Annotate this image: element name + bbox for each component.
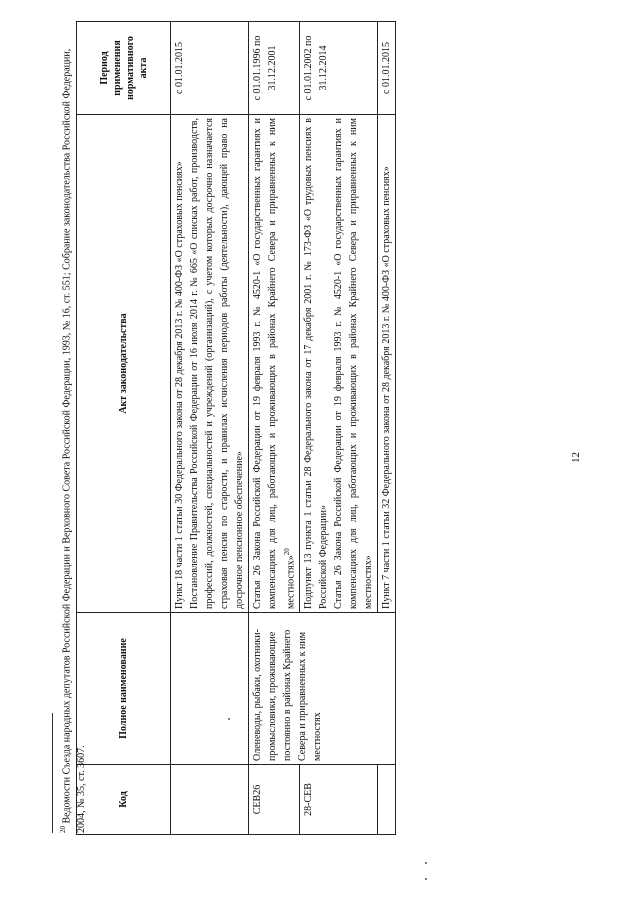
- footnote-mark: 20: [283, 548, 291, 556]
- row-code: [378, 765, 396, 835]
- act-text: Пункт 18 части 1 статьи 30 Федерального закона от 28 декабря 2013 г. № 400-ФЗ «О страховых пенсиях»: [174, 161, 185, 609]
- row-period: с 01.01.2015: [378, 22, 396, 115]
- footnote: [56, 43, 89, 833]
- act-text: Постановление Правительства Российской Федерации от 16 июля 2014 г. № 665 «О списках работ, производств, профессий, должностей, специальностей и учреждений (организаций), с учетом которых досрочно назначается страховая пенсия по старости, и правилах исчисления периодов работы (деятельности), дающей право на досрочное пенсионное обеспечение»: [189, 118, 245, 609]
- act-text-body: Статья 26 Закона Российской Федерации от 19 февраля 1993 г. № 4520-1 «О государственных гарантиях и компенсациях для лиц, работающих и проживающих в районах Крайнего Севера и приравненных к ним местностях»: [252, 118, 297, 609]
- row-code: 28-СЕВ: [300, 765, 378, 835]
- row-acts: [249, 115, 300, 613]
- scan-speck: [425, 862, 427, 864]
- footnote-number: 20: [59, 826, 67, 833]
- table-row: [171, 22, 249, 835]
- row-name: [171, 613, 249, 765]
- table-row: [249, 22, 300, 835]
- row-period: с 01.01.1996 по 31.12.2001: [249, 22, 300, 115]
- act-text: Подпункт 13 пункта 1 статьи 28 Федерального закона от 17 декабря 2001 г. № 173-ФЗ «О трудовых пенсиях в Российской Федерации»: [303, 118, 330, 609]
- header-full-name: Полное наименование: [77, 613, 171, 765]
- act-text: Статья 26 Закона Российской Федерации от 19 февраля 1993 г. № 4520-1 «О государственных гарантиях и компенсациях для лиц, работающих и проживающих в районах Крайнего Севера и приравненных к ним местностях»: [333, 118, 375, 609]
- legislation-table: [76, 21, 396, 835]
- act-text: [250, 118, 298, 609]
- row-code: СЕВ26: [249, 765, 300, 835]
- row-acts: [378, 115, 396, 613]
- row-period: с 01.01.2015: [171, 22, 249, 115]
- row-acts: [171, 115, 249, 613]
- row-period: с 01.01.2002 по 31.12.2014: [300, 22, 378, 115]
- row-acts: [300, 115, 378, 613]
- page-number: 12: [570, 452, 582, 463]
- header-period: Период применения нормативного акта: [77, 22, 171, 115]
- scan-speck: [425, 878, 427, 880]
- footnote-text: Ведомости Съезда народных депутатов Российской Федерации и Верховного Совета Российской Федерации, 1993, № 16, ст. 551; Собрание законодательства Российской Федерации, 2004, № 35, ст. 3607.: [61, 48, 88, 833]
- header-code: Код: [77, 765, 171, 835]
- row-code: [171, 765, 249, 835]
- header-act: Акт законодательства: [77, 115, 171, 613]
- scan-speck: [228, 718, 230, 720]
- act-text: Пункт 7 части 1 статьи 32 Федерального закона от 28 декабря 2013 г. № 400-ФЗ «О страховых пенсиях»: [381, 166, 393, 609]
- row-name: Оленеводы, рыбаки, охотники-промысловики, проживающие постоянно в районах Крайнего Севера и приравненных к ним местностях: [249, 613, 396, 765]
- table-header-row: [77, 22, 171, 835]
- footnote-divider: [52, 713, 53, 833]
